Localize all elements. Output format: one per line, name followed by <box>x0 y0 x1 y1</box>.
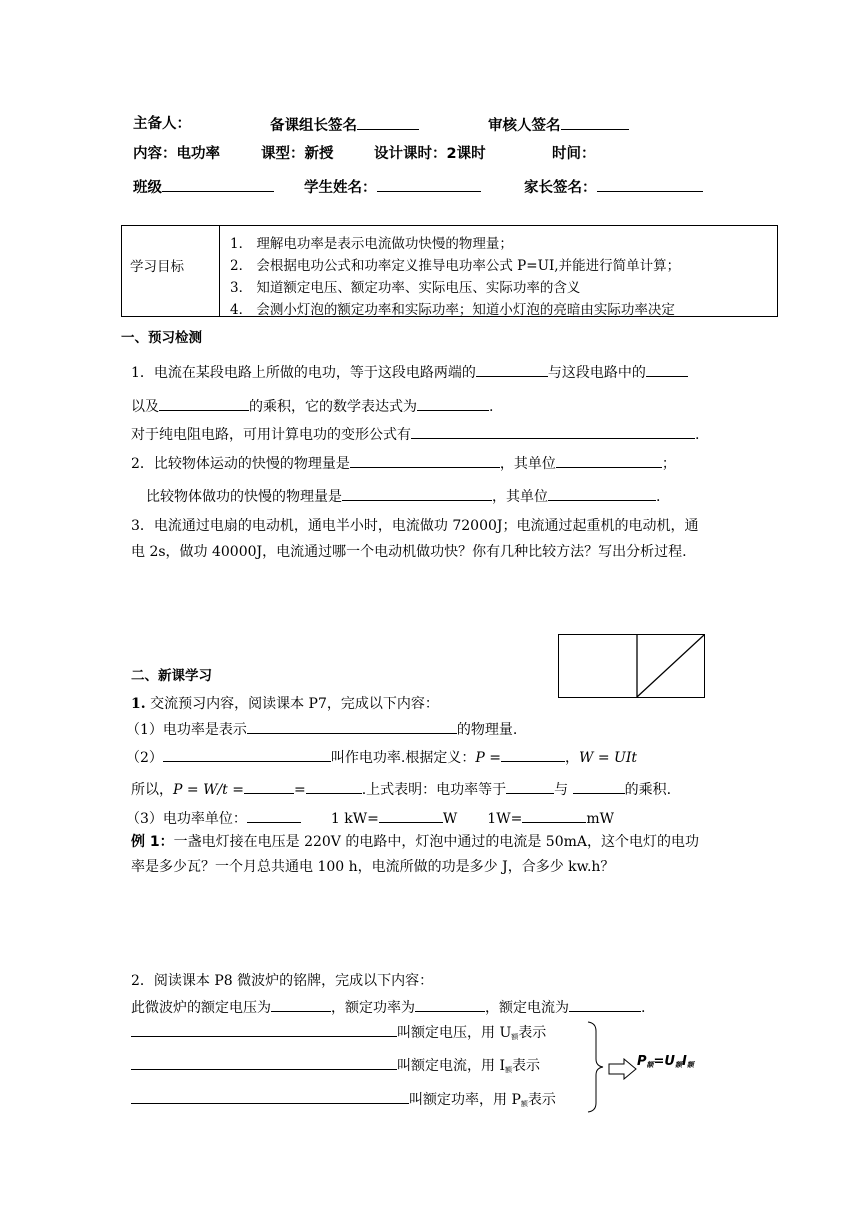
rated-current-text-end: 表示 <box>511 1058 540 1074</box>
q2-text-d: 比较物体做功的快慢的物理量是 <box>146 489 342 505</box>
example1-label: 例 1： <box>131 834 174 850</box>
s3-text-c: 与 <box>554 782 573 798</box>
rated-current-line <box>131 1055 540 1079</box>
rated-power-formula <box>637 1054 694 1070</box>
group-leader-label: 备课组长签名 <box>270 118 357 134</box>
formula-eq-u: =U <box>653 1054 675 1069</box>
parent-sign-blank[interactable] <box>597 177 703 192</box>
right-arrow-icon <box>608 1058 638 1080</box>
class-label: 班级 <box>133 180 162 196</box>
time-label: 时间： <box>552 146 596 162</box>
formula-p: P <box>637 1054 647 1069</box>
p2-text-c: ，额定电流为 <box>485 1000 569 1016</box>
s1-line <box>126 719 517 739</box>
s2-eq: = <box>484 750 501 766</box>
p2-blank-power[interactable] <box>415 997 485 1012</box>
s3-eq: = <box>182 782 204 798</box>
q2-text-c: ； <box>661 456 676 472</box>
q1-line3 <box>131 424 699 444</box>
rated-current-blank[interactable] <box>131 1055 397 1070</box>
reviewer-blank[interactable] <box>561 115 629 130</box>
q1-blank-formulas[interactable] <box>411 424 695 439</box>
q2-line1 <box>131 453 676 473</box>
formula-i: I <box>681 1054 687 1069</box>
q1-text-e: . <box>489 399 494 415</box>
example1-line1 <box>131 833 699 851</box>
s2-symbol-p: P <box>475 750 485 766</box>
part1-text: 交流预习内容，阅读课本 P7，完成以下内容： <box>145 696 439 712</box>
student-name-blank[interactable] <box>377 177 481 192</box>
formula-sub1: 额 <box>646 1061 654 1069</box>
s4-text-a: （3）电功率单位： <box>126 811 247 827</box>
objective-item: 1． 理解电功率是表示电流做功快慢的物理量； <box>230 236 513 252</box>
s4-text-e: mW <box>586 811 614 827</box>
s3-blank-3[interactable] <box>506 779 554 794</box>
group-leader-blank[interactable] <box>357 115 419 130</box>
s2-text-b: 叫作电功率.根据定义： <box>330 750 476 766</box>
diagram-box <box>558 634 705 698</box>
formula-sub3: 额 <box>686 1061 694 1069</box>
rated-voltage-blank[interactable] <box>131 1022 397 1037</box>
class-field[interactable] <box>133 177 274 197</box>
p2-blank-voltage[interactable] <box>271 997 331 1012</box>
s3-eq3: = <box>293 782 306 798</box>
s3-line <box>131 779 671 799</box>
q1-blank-voltage[interactable] <box>476 362 548 377</box>
s2-eq2: = <box>593 750 615 766</box>
part2-intro: 2．阅读课本 P8 微波炉的铭牌，完成以下内容： <box>131 973 434 989</box>
q2-text-a: 2．比较物体运动的快慢的物理量是 <box>131 456 350 472</box>
q1-blank-time[interactable] <box>159 396 249 411</box>
s3-symbol-p: P <box>173 782 183 798</box>
q1-text-d: 的乘积，它的数学表达式为 <box>249 399 417 415</box>
reviewer-label: 审核人签名 <box>488 118 561 134</box>
parent-sign-field[interactable] <box>524 177 703 197</box>
rated-voltage-text-end: 表示 <box>518 1025 547 1041</box>
q2-text-e: ，其单位 <box>492 489 548 505</box>
lesson-type-label: 课型：新授 <box>261 146 334 162</box>
rated-current-text: 叫额定电流，用 I <box>397 1058 505 1074</box>
objectives-table <box>121 225 778 317</box>
p2-text-a: 此微波炉的额定电压为 <box>131 1000 271 1016</box>
rated-voltage-text: 叫额定电压，用 U <box>397 1025 512 1041</box>
objective-item: 3． 知道额定电压、额定功率、实际电压、实际功率的含义 <box>230 280 581 296</box>
content-label: 内容：电功率 <box>133 146 220 162</box>
q2-line2 <box>146 486 660 506</box>
q2-blank-power[interactable] <box>342 486 492 501</box>
s2-blank-formula[interactable] <box>501 747 565 762</box>
class-blank[interactable] <box>162 177 274 192</box>
s4-blank-unit[interactable] <box>247 808 301 823</box>
s4-text-b: 1 kW= <box>330 811 379 827</box>
reviewer-signature-field[interactable] <box>488 115 629 135</box>
formula-sub2: 额 <box>674 1061 682 1069</box>
design-hours-label: 设计课时：2课时 <box>374 146 486 162</box>
q2-blank-power-unit[interactable] <box>548 486 656 501</box>
s3-text-d: 的乘积. <box>624 782 672 798</box>
objective-item: 4． 会测小灯泡的额定功率和实际功率；知道小灯泡的亮暗由实际功率决定 <box>230 302 675 318</box>
p2-text-d: . <box>641 1000 646 1016</box>
q1-blank-expression[interactable] <box>417 396 489 411</box>
s1-blank[interactable] <box>247 719 457 734</box>
s3-blank-4[interactable] <box>573 779 625 794</box>
s1-text-a: （1）电功率是表示 <box>126 722 247 738</box>
q1-text-f: 对于纯电阻电路，可用计算电功的变形公式有 <box>131 427 411 443</box>
right-brace <box>586 1021 606 1113</box>
s4-blank-mw[interactable] <box>522 808 586 823</box>
p2-line <box>131 997 645 1017</box>
s3-text-b: .上式表明：电功率等于 <box>361 782 507 798</box>
q1-text-c: 以及 <box>131 399 159 415</box>
main-preparer-label: 主备人： <box>133 116 191 132</box>
s3-blank-1[interactable] <box>244 779 294 794</box>
rated-power-line <box>131 1089 556 1113</box>
q1-line2 <box>131 396 493 416</box>
rated-power-blank[interactable] <box>131 1089 409 1104</box>
group-leader-signature-field[interactable] <box>270 115 419 135</box>
objectives-label-cell <box>122 226 220 316</box>
p2-blank-current[interactable] <box>569 997 641 1012</box>
student-name-label: 学生姓名： <box>304 180 377 196</box>
q3-line2: 电 2s，做功 40000J，电流通过哪一个电动机做功快？你有几种比较方法？写出分析过程. <box>131 544 687 560</box>
s4-blank-kw[interactable] <box>379 808 443 823</box>
s3-symbol-wt: W/t <box>203 782 228 798</box>
q1-text-g: . <box>695 427 700 443</box>
diagram-lines <box>559 635 704 697</box>
s3-eq2: = <box>227 782 244 798</box>
s2-blank-definition[interactable] <box>163 747 331 762</box>
example1-line2: 率是多少瓦？一个月总共通电 100 h，电流所做的功是多少 J，合多少 kw.h？ <box>131 859 615 875</box>
s2-comma: ， <box>564 750 579 766</box>
q3-line1: 3．电流通过电扇的电动机，通电半小时，电流做功 72000J；电流通过起重机的电动机，通 <box>131 518 699 534</box>
s4-text-d: 1W= <box>487 811 523 827</box>
s4-line <box>126 808 614 828</box>
q2-text-b: ，其单位 <box>499 456 556 472</box>
rated-voltage-sub: 额 <box>511 1033 519 1041</box>
part1-intro <box>131 695 439 713</box>
rated-power-text: 叫额定功率，用 P <box>409 1092 521 1108</box>
objective-item: 2． 会根据电功公式和功率定义推导电功率公式 P=UI,并能进行简单计算； <box>230 258 681 274</box>
student-name-field[interactable] <box>304 177 481 197</box>
parent-sign-label: 家长签名： <box>524 180 597 196</box>
s2-symbol-w: W <box>578 750 594 766</box>
preview-heading: 一、预习检测 <box>121 330 202 346</box>
q2-blank-speed-unit[interactable] <box>556 453 662 468</box>
s1-text-b: 的物理量. <box>456 722 518 738</box>
s2-text-a: （2） <box>126 750 163 766</box>
rated-voltage-line <box>131 1022 546 1046</box>
new-lesson-heading: 二、新课学习 <box>131 668 212 684</box>
q1-text-b: 与这段电路中的 <box>547 365 646 381</box>
rated-power-sub: 额 <box>520 1100 528 1108</box>
rated-current-sub: 额 <box>504 1066 512 1074</box>
s2-symbol-uit: UIt <box>614 750 637 766</box>
objectives-label: 学习目标 <box>130 259 184 275</box>
part1-number: 1. <box>131 696 146 712</box>
s2-line <box>126 747 637 767</box>
q2-blank-speed[interactable] <box>350 453 500 468</box>
p2-text-b: ，额定功率为 <box>331 1000 415 1016</box>
s3-text-a: 所以， <box>131 782 173 798</box>
q1-blank-current[interactable] <box>646 362 688 377</box>
rated-power-text-end: 表示 <box>527 1092 556 1108</box>
s3-blank-2[interactable] <box>306 779 362 794</box>
example1-text1: 一盏电灯接在电压是 220V 的电路中，灯泡中通过的电流是 50mA，这个电灯的电功 <box>173 834 700 850</box>
s4-text-c: W <box>442 811 458 827</box>
q1-line1 <box>131 362 688 382</box>
q2-text-f: . <box>656 489 661 505</box>
q1-text-a: 1．电流在某段电路上所做的电功，等于这段电路两端的 <box>131 365 476 381</box>
